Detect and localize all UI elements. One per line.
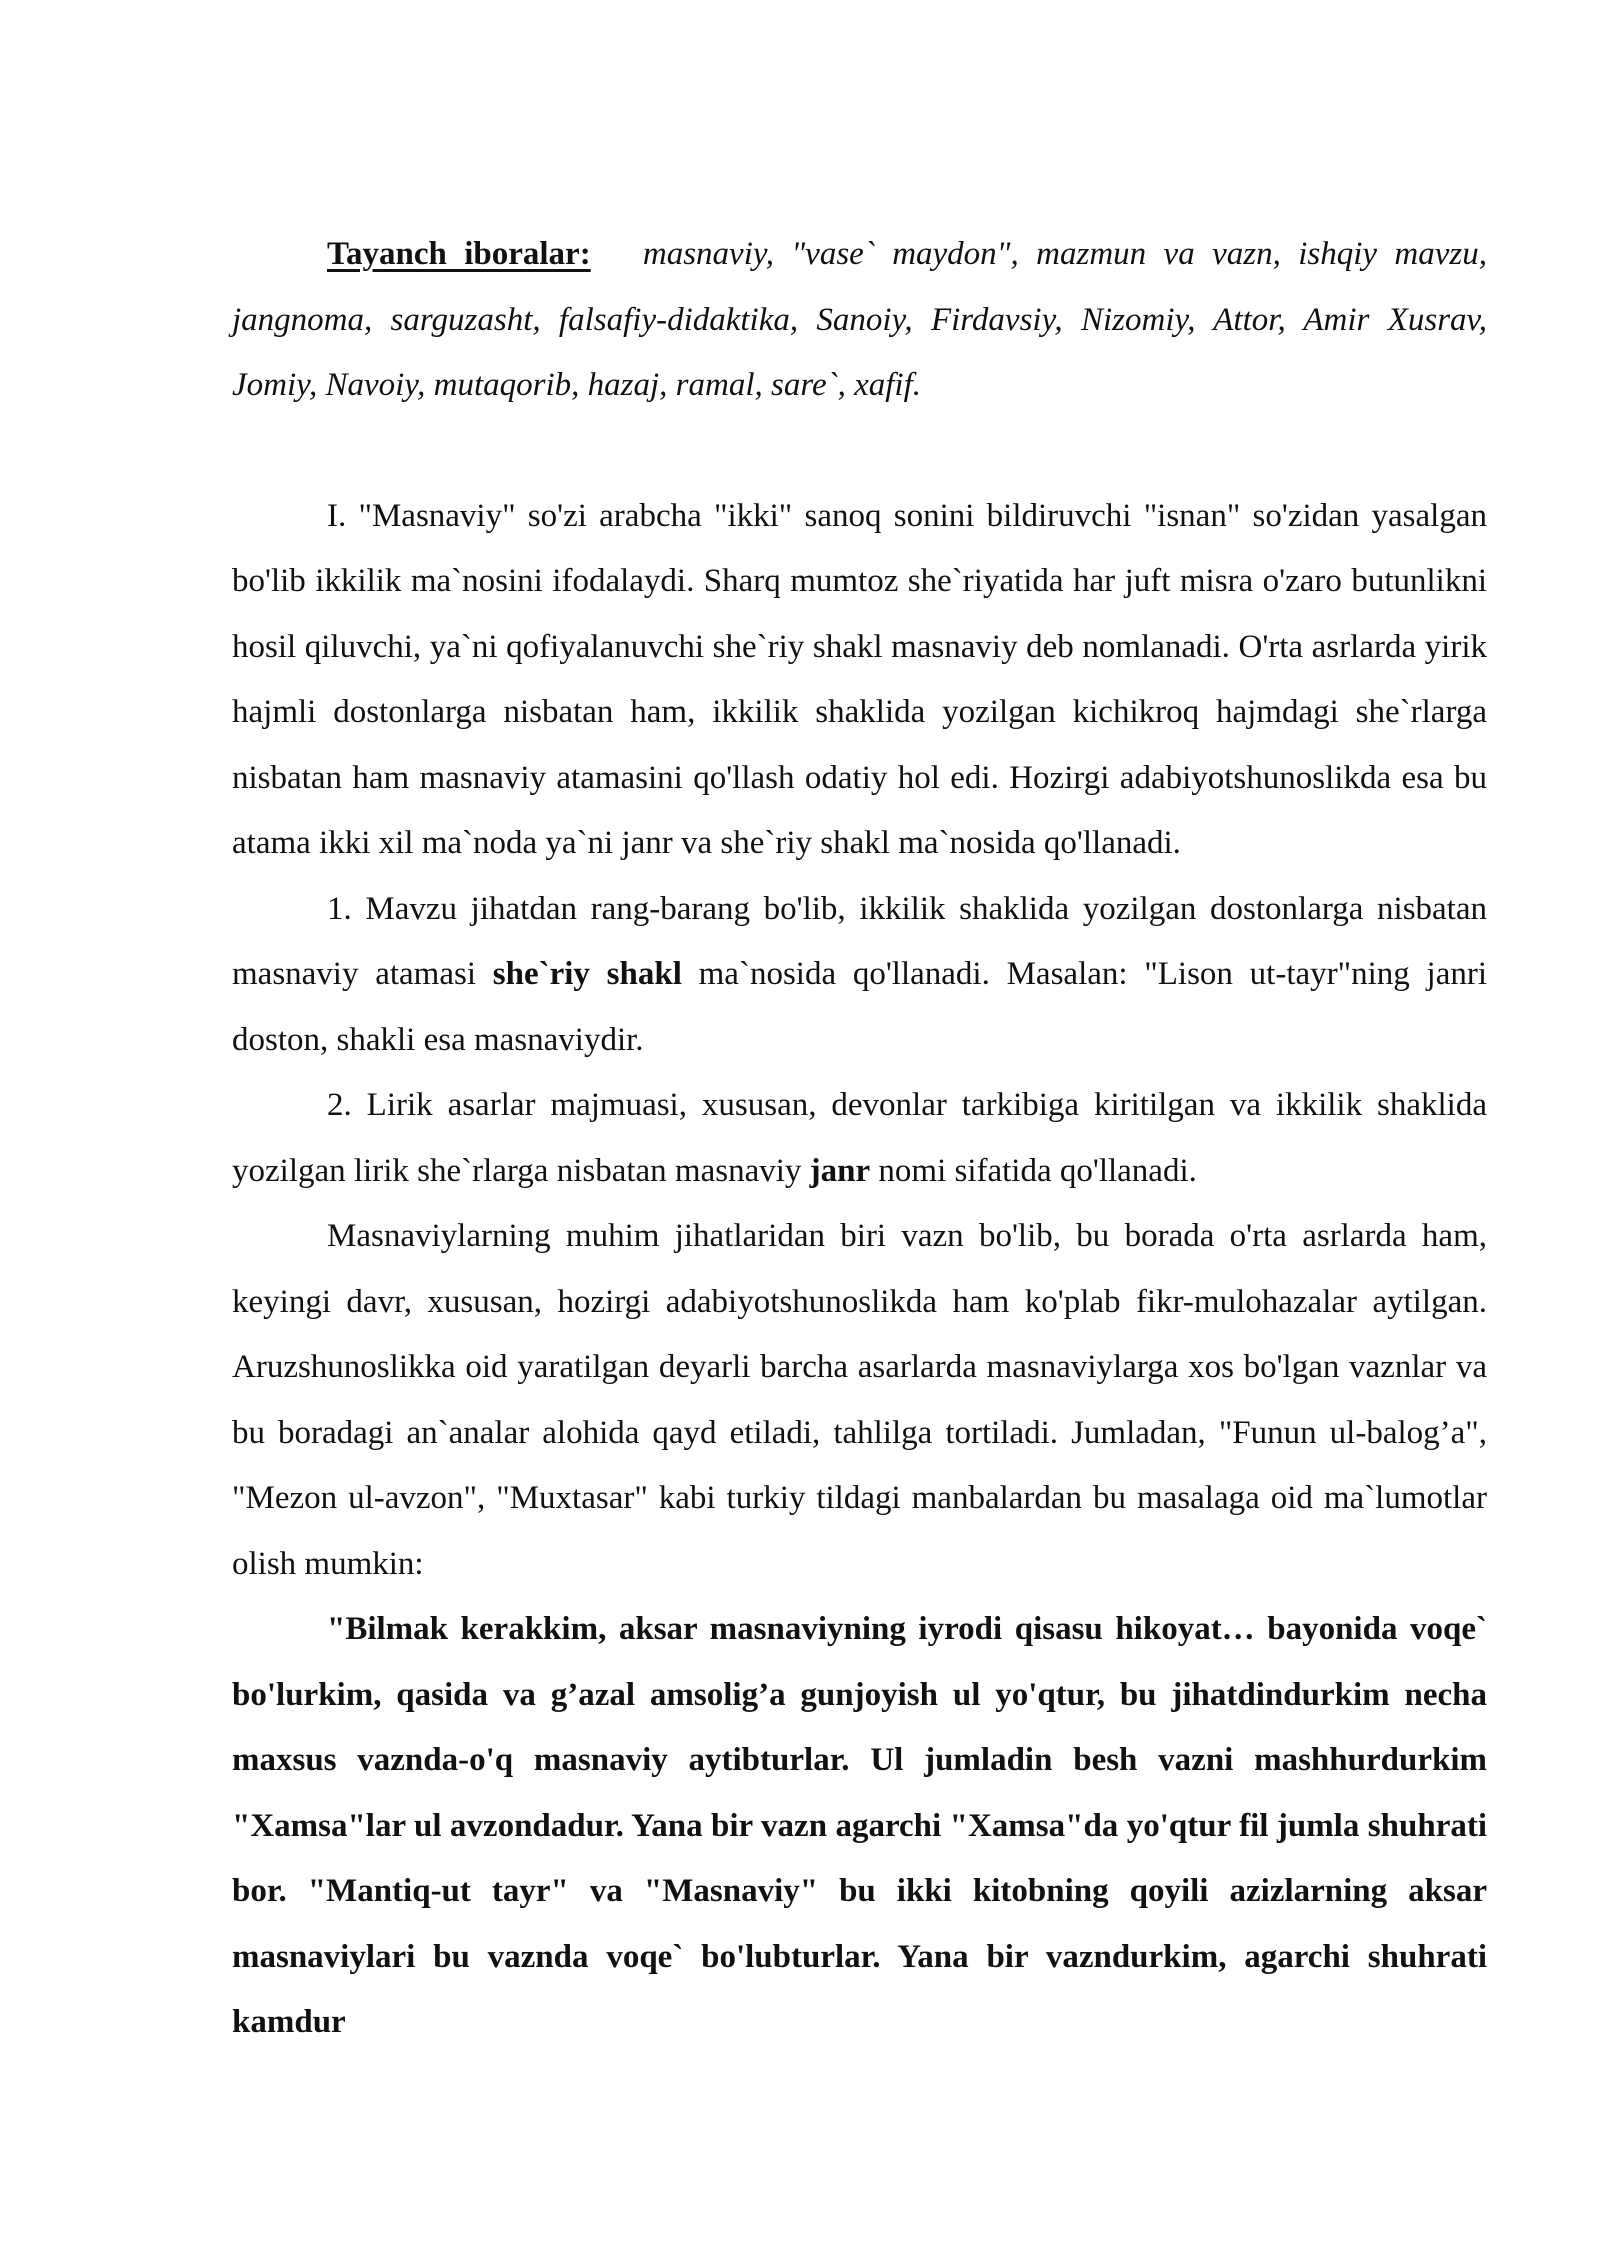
keyphrases-paragraph xyxy=(232,222,1487,419)
point-2-bold-term: janr xyxy=(809,1152,871,1189)
keyphrases-list: masnaviy, "vase` maydon", mazmun va vazn, ishqiy mavzu, jangnoma, sarguzasht, falsafiy-didaktika, Sanoiy, Firdavsiy, Nizomiy, Attor, Amir Xusrav, Jomiy, Navoiy, mutaqorib, hazaj, ramal, sare`, xafif. xyxy=(232,236,1488,403)
point-1-paragraph xyxy=(232,877,1487,1074)
vazn-paragraph: Masnaviylarning muhim jihatlaridan biri vazn bo'lib, bu borada o'rta asrlarda ham, keyingi davr, xususan, hozirgi adabiyotshunoslikda ham ko'plab fikr-mulohazalar aytilgan. Aruzshunoslikka oid yaratilgan deyarli barcha asarlarda masnaviylarga xos bo'lgan vaznlar va bu boradagi an`analar alohida qayd etiladi, tahlilga tortiladi. Jumladan, "Funun ul-balog’a", "Mezon ul-avzon", "Muxtasar" kabi turkiy tildagi manbalardan bu masalaga oid ma`lumotlar olish mumkin: xyxy=(232,1218,1487,1582)
point-2-text-end: nomi sifatida qo'llanadi. xyxy=(870,1152,1197,1189)
keyphrases-label: Tayanch iboralar: xyxy=(327,236,591,272)
point-2-paragraph xyxy=(232,1073,1487,1204)
paragraph-spacer xyxy=(232,419,1487,484)
section-1-paragraph: I. "Masnaviy" so'zi arabcha "ikki" sanoq sonini bildiruvchi "isnan" so'zidan yasalgan bo'lib ikkilik ma`nosini ifodalaydi. Sharq mumtoz she`riyatida har juft misra o'zaro butunlikni hosil qiluvchi, ya`ni qofiyalanuvchi she`riy shakl masnaviy deb nomlanadi. O'rta asrlarda yirik hajmli dostonlarga nisbatan ham, ikkilik shaklida yozilgan kichikroq hajmdagi she`rlarga nisbatan ham masnaviy atamasini qo'llash odatiy hol edi. Hozirgi adabiyotshunoslikda esa bu atama ikki xil ma`noda ya`ni janr va she`riy shakl ma`nosida qo'llanadi. xyxy=(232,497,1487,861)
point-1-text-end: ma`nosida qo'llanadi. Masalan: "Lison ut-tayr"ning janri doston, shakli esa masnaviydir. xyxy=(232,956,1488,1058)
point-1-bold-term: she`riy shakl xyxy=(492,956,682,992)
quotation-paragraph: "Bilmak kerakkim, aksar masnaviyning iyrodi qisasu hikoyat… bayonida voqe` bo'lurkim, qasida va g’azal amsolig’a gunjoyish ul yo'qtur, bu jihatdindurkim necha maxsus vaznda-o'q masnaviy aytibturlar. Ul jumladin besh vazni mashhurdurkim "Xamsa"lar ul avzondadur. Yana bir vazn agarchi "Xamsa"da yo'qtur fil jumla shuhrati bor. "Mantiq-ut tayr" va "Masnaviy" bu ikki kitobning qoyili azizlarning aksar masnaviylari bu vaznda voqe` bo'lubturlar. Yana bir vazndurkim, agarchi shuhrati kamdur xyxy=(232,1611,1487,2040)
point-1-text-start: 1. Mavzu jihatdan rang-barang bo'lib, ikkilik shaklida yozilgan dostonlarga nisbatan masnaviy atamasi xyxy=(232,890,1487,992)
point-2-text-start: 2. Lirik asarlar majmuasi, xususan, devonlar tarkibiga kiritilgan va ikkilik shaklida yozilgan lirik she`rlarga nisbatan masnaviy xyxy=(232,1087,1487,1189)
document-body xyxy=(232,222,1487,2056)
